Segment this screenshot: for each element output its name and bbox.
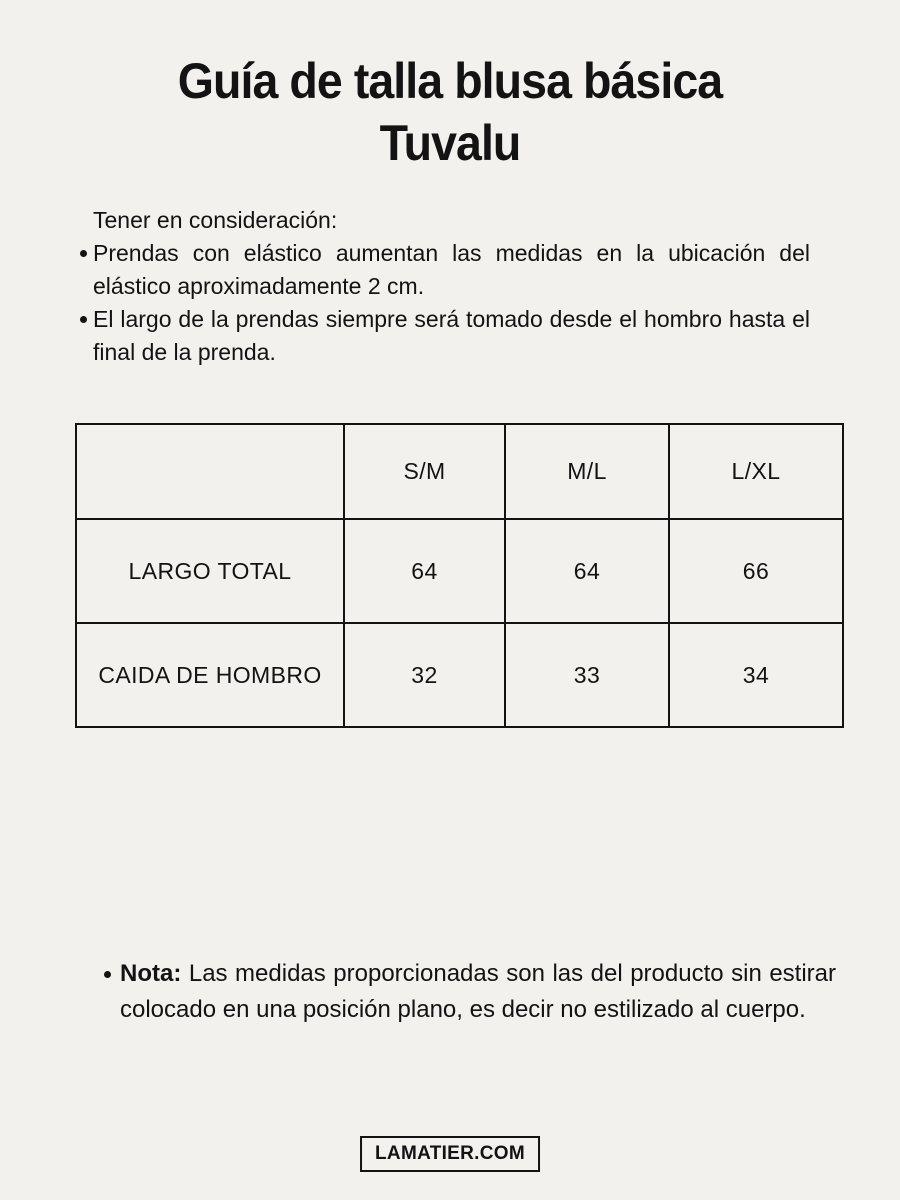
consideration-item-text: El largo de la prendas siempre será tomado desde el hombro hasta el final de la prenda. bbox=[93, 306, 810, 365]
size-value-cell: 66 bbox=[669, 519, 843, 623]
size-value-cell: 34 bbox=[669, 623, 843, 727]
bullet-icon bbox=[80, 316, 87, 323]
bullet-icon bbox=[80, 250, 87, 257]
consideration-item-text: Prendas con elástico aumentan las medidas en la ubicación del elástico aproximadamente 2 cm. bbox=[93, 240, 810, 299]
considerations-section bbox=[0, 204, 900, 369]
note-section bbox=[0, 956, 900, 1028]
page-title-line-1: Guía de talla blusa básica bbox=[177, 53, 723, 109]
bullet-icon bbox=[104, 971, 111, 978]
consideration-item-elastic bbox=[80, 237, 810, 303]
size-col-header-empty bbox=[76, 424, 344, 519]
size-col-header-ml: M/L bbox=[505, 424, 669, 519]
size-col-header-sm: S/M bbox=[344, 424, 505, 519]
table-row-largo-total bbox=[76, 519, 843, 623]
page-title bbox=[32, 0, 869, 174]
table-row-caida-de-hombro bbox=[76, 623, 843, 727]
size-value-cell: 64 bbox=[505, 519, 669, 623]
row-label: LARGO TOTAL bbox=[76, 519, 344, 623]
note-text: Nota: Las medidas proporcionadas son las del producto sin estirar colocado en una posición plano, es decir no estilizado al cuerpo. bbox=[120, 960, 836, 1023]
size-value-cell: 32 bbox=[344, 623, 505, 727]
row-label: CAIDA DE HOMBRO bbox=[76, 623, 344, 727]
size-col-header-lxl: L/XL bbox=[669, 424, 843, 519]
brand-badge bbox=[360, 1136, 540, 1172]
size-chart-table bbox=[75, 423, 844, 728]
size-table-header-row bbox=[76, 424, 843, 519]
size-value-cell: 33 bbox=[505, 623, 669, 727]
considerations-heading: Tener en consideración: bbox=[93, 207, 338, 233]
brand-badge-text: LAMATIER.COM bbox=[375, 1143, 525, 1164]
size-value-cell: 64 bbox=[344, 519, 505, 623]
page-title-line-2: Tuvalu bbox=[379, 115, 521, 171]
note-label: Nota: bbox=[120, 960, 182, 987]
consideration-item-length bbox=[80, 303, 810, 369]
